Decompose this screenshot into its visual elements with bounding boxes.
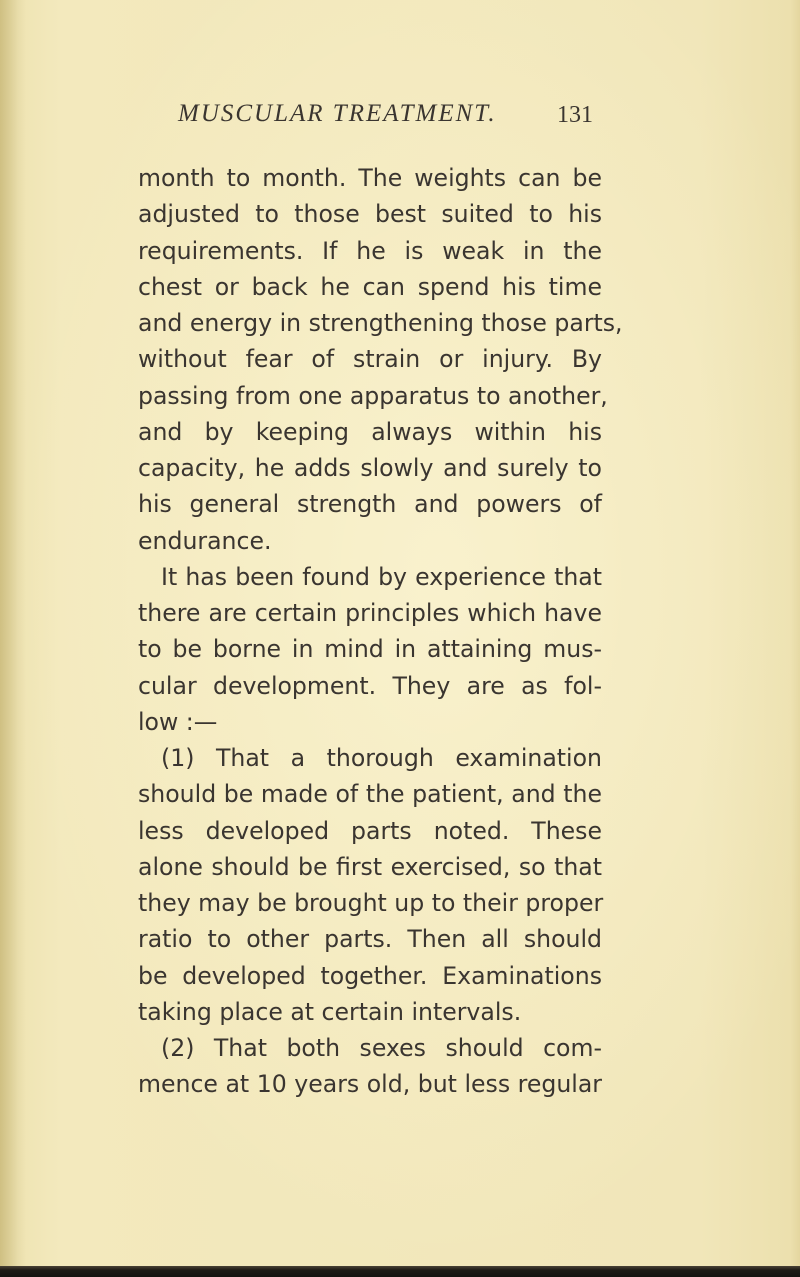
text-line: ratio to other parts. Then all should — [138, 925, 602, 954]
text-line: to be borne in mind in attaining mus- — [138, 635, 602, 664]
text-line: should be made of the patient, and the — [138, 780, 602, 809]
text-line: low :— — [138, 707, 218, 736]
text-line: chest or back he can spend his time — [138, 272, 602, 301]
text-line: they may be brought up to their proper — [138, 889, 604, 917]
paragraph-start-line: It has been found by experience that — [161, 562, 602, 591]
text-line: be developed together. Examinations — [138, 961, 602, 990]
text-line: capacity, he adds slowly and surely to — [138, 454, 602, 482]
text-line: month to month. The weights can be — [138, 164, 602, 192]
spine-shadow — [0, 0, 26, 1277]
page-number: 131 — [557, 102, 593, 128]
text-line: adjusted to those best suited to his — [138, 200, 602, 229]
body-text — [138, 160, 623, 1103]
text-line: endurance. — [138, 526, 272, 555]
text-line: passing from one apparatus to another, — [138, 381, 608, 410]
text-line: his general strength and powers of — [138, 490, 602, 519]
running-head — [0, 100, 800, 140]
page-bottom-edge — [0, 1266, 800, 1277]
text-line: requirements. If he is weak in the — [138, 236, 602, 265]
numbered-item-line: (2) That both sexes should com- — [161, 1034, 602, 1062]
text-line: alone should be first exercised, so that — [138, 852, 602, 881]
text-line: cular development. They are as fol- — [138, 671, 602, 700]
text-line: mence at 10 years old, but less regular — [138, 1070, 602, 1099]
text-line: taking place at certain intervals. — [138, 997, 522, 1026]
text-line: there are certain principles which have — [138, 599, 602, 627]
text-line: and by keeping always within his — [138, 417, 602, 446]
running-title: MUSCULAR TREATMENT. — [178, 100, 497, 127]
text-line: less developed parts noted. These — [138, 816, 602, 845]
text-line: without fear of strain or injury. By — [138, 345, 602, 374]
numbered-item-line: (1) That a thorough examination — [161, 744, 602, 772]
text-line: and energy in strengthening those parts, — [138, 309, 623, 337]
